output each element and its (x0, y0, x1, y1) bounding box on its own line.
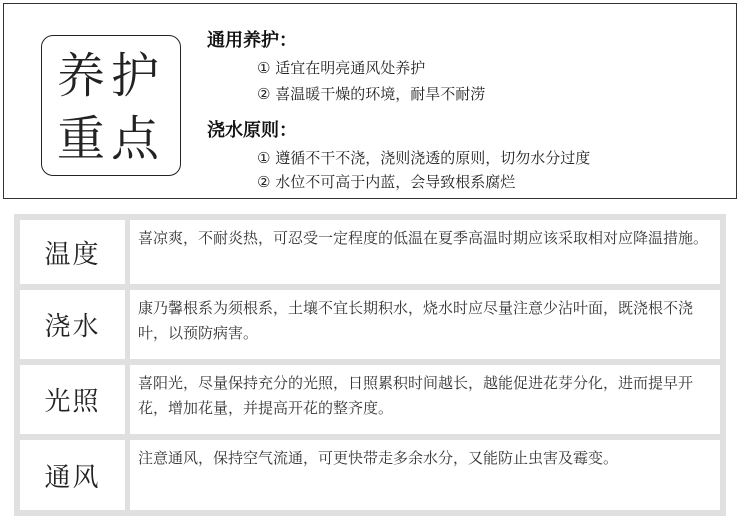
row-label: 温度 (20, 220, 130, 284)
row-description: 康乃馨根系为须根系，土壤不宜长期积水，烧水时应尽量注意少沾叶面，既浇根不浇叶，以预防病害。 (138, 299, 694, 342)
general-care-title: 通用养护： (207, 30, 297, 51)
row-description: 注意通风，保持空气流通，可更快带走多余水分，又能防止虫害及霉变。 (138, 449, 619, 467)
badge-line-1: 养护 (56, 48, 165, 104)
table-row-light (20, 365, 720, 434)
table-row-temperature (20, 220, 720, 284)
watering-principle-title: 浇水原则： (207, 120, 297, 141)
care-key-points-badge (41, 35, 181, 176)
badge-line-2: 重点 (56, 111, 165, 167)
watering-principle-item-1: ① 遵循不干不浇，浇则浇透的原则，切勿水分过度 (257, 149, 591, 167)
row-description: 喜凉爽，不耐炎热，可忍受一定程度的低温在夏季高温时期应该采取相对应降温措施。 (138, 229, 709, 247)
care-summary-box (3, 3, 737, 199)
table-row-watering (20, 290, 720, 359)
row-label: 光照 (20, 365, 130, 434)
table-row-ventilation (20, 440, 720, 510)
watering-principle-item-2: ② 水位不可高于内蓝，会导致根系腐烂 (257, 173, 516, 191)
row-label: 浇水 (20, 290, 130, 359)
care-table (14, 214, 726, 516)
general-care-item-2: ② 喜温暖干燥的环境，耐旱不耐涝 (257, 85, 486, 103)
general-care-item-1: ① 适宜在明亮通风处养护 (257, 59, 426, 77)
row-description: 喜阳光，尽量保持充分的光照，日照累积时间越长，越能促进花芽分化，进而提早开花，增加花量，并提高开花的整齐度。 (138, 374, 694, 417)
row-label: 通风 (20, 440, 130, 510)
